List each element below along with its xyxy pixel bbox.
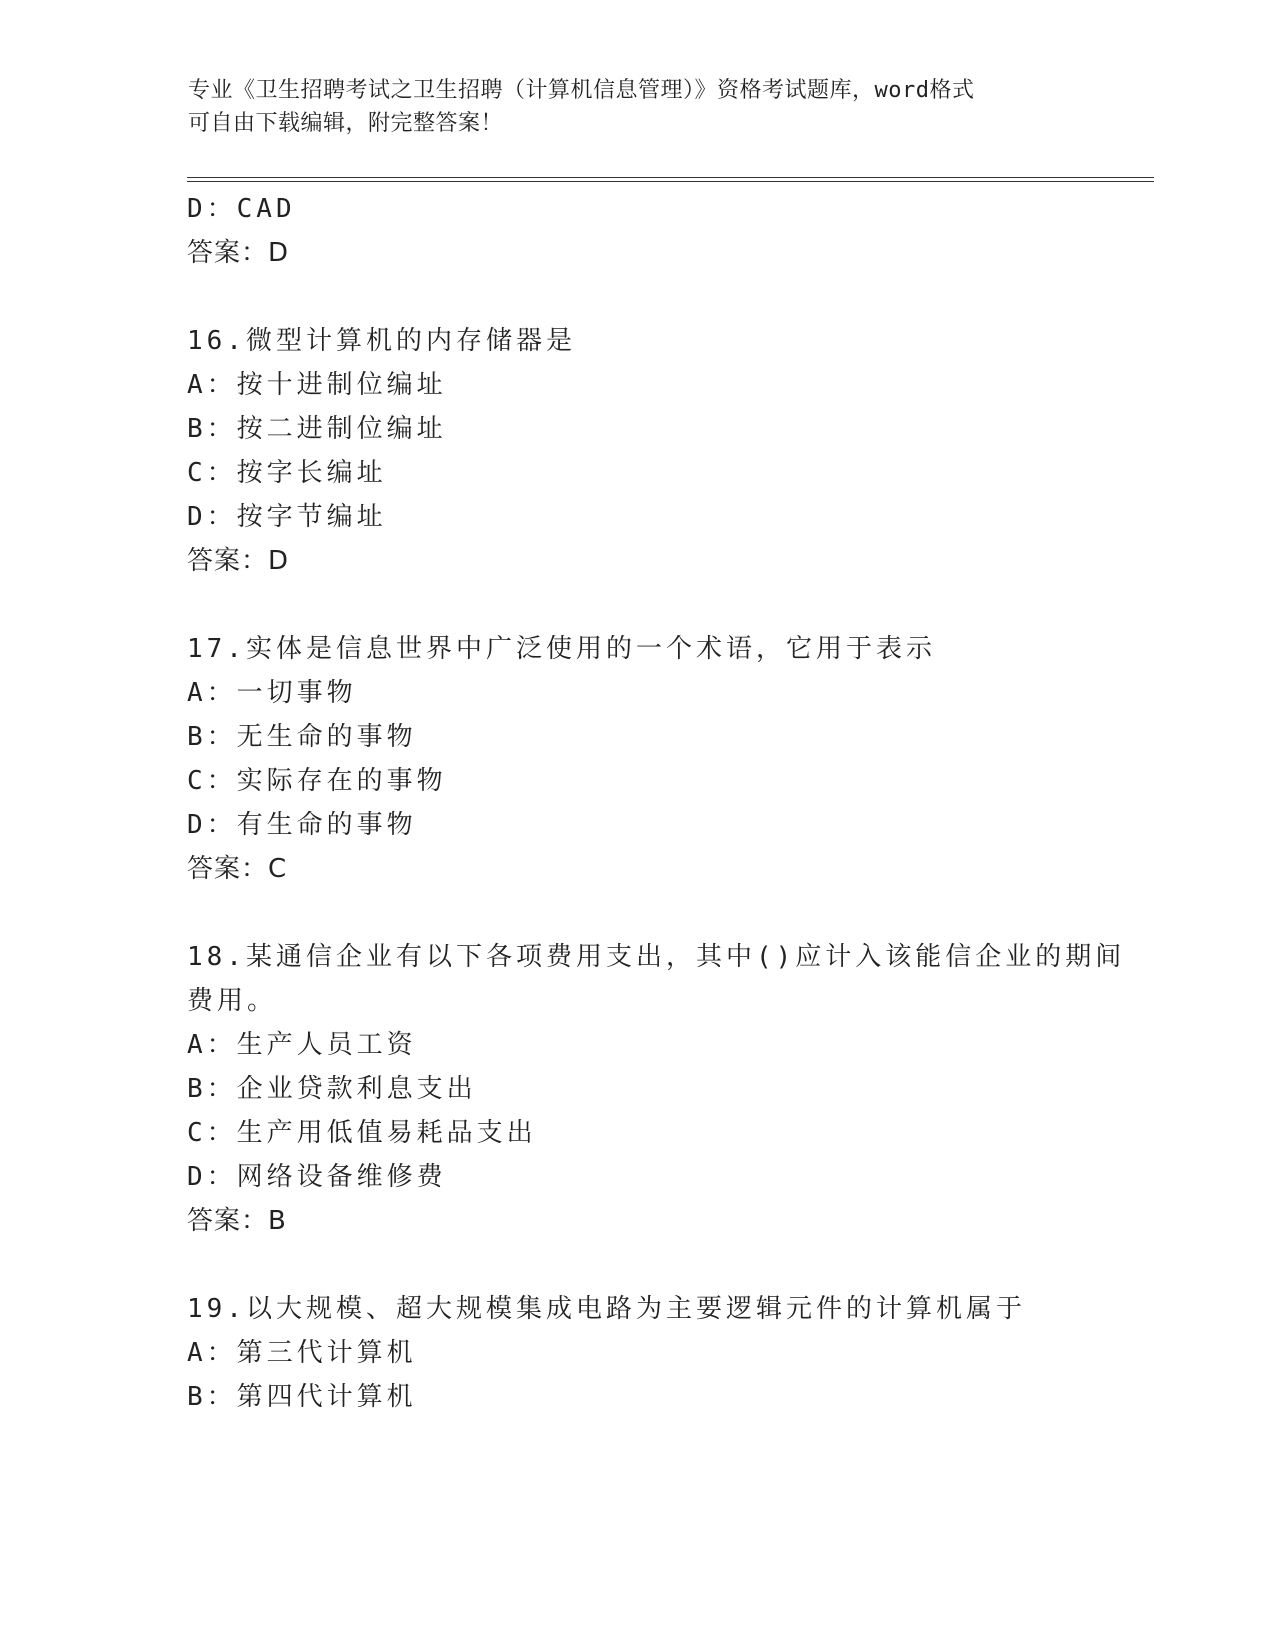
option-c: C：按字长编址 bbox=[187, 458, 387, 488]
option-d: D：CAD bbox=[187, 194, 296, 224]
header-divider-top bbox=[187, 177, 1154, 178]
answer: 答案：B bbox=[187, 1206, 287, 1236]
option-c: C：实际存在的事物 bbox=[187, 766, 447, 796]
option-c: C：生产用低值易耗品支出 bbox=[187, 1118, 537, 1148]
question-19: 19.以大规模、超大规模集成电路为主要逻辑元件的计算机属于 bbox=[187, 1294, 1026, 1324]
option-d: D：按字节编址 bbox=[187, 502, 387, 532]
question-18-cont: 费用。 bbox=[187, 986, 278, 1016]
option-a: A：按十进制位编址 bbox=[187, 370, 447, 400]
option-b: B：按二进制位编址 bbox=[187, 414, 447, 444]
option-a: A：一切事物 bbox=[187, 678, 357, 708]
header-line-1: 专业《卫生招聘考试之卫生招聘（计算机信息管理）》资格考试题库，word格式 bbox=[188, 78, 975, 103]
question-16: 16.微型计算机的内存储器是 bbox=[187, 326, 576, 356]
option-b: B：第四代计算机 bbox=[187, 1382, 417, 1412]
option-b: B：企业贷款利息支出 bbox=[187, 1074, 477, 1104]
option-a: A：生产人员工资 bbox=[187, 1030, 417, 1060]
header-line-2: 可自由下载编辑，附完整答案！ bbox=[188, 111, 504, 136]
option-d: D：有生命的事物 bbox=[187, 810, 417, 840]
answer: 答案：C bbox=[187, 854, 288, 884]
answer: 答案：D bbox=[187, 546, 290, 576]
question-17: 17.实体是信息世界中广泛使用的一个术语，它用于表示 bbox=[187, 634, 936, 664]
option-d: D：网络设备维修费 bbox=[187, 1162, 447, 1192]
option-b: B：无生命的事物 bbox=[187, 722, 417, 752]
document-header bbox=[188, 74, 1068, 140]
header-divider-bottom bbox=[187, 181, 1154, 182]
answer: 答案：D bbox=[187, 238, 290, 268]
question-18: 18.某通信企业有以下各项费用支出，其中()应计入该能信企业的期间 bbox=[187, 942, 1126, 972]
option-a: A：第三代计算机 bbox=[187, 1338, 417, 1368]
